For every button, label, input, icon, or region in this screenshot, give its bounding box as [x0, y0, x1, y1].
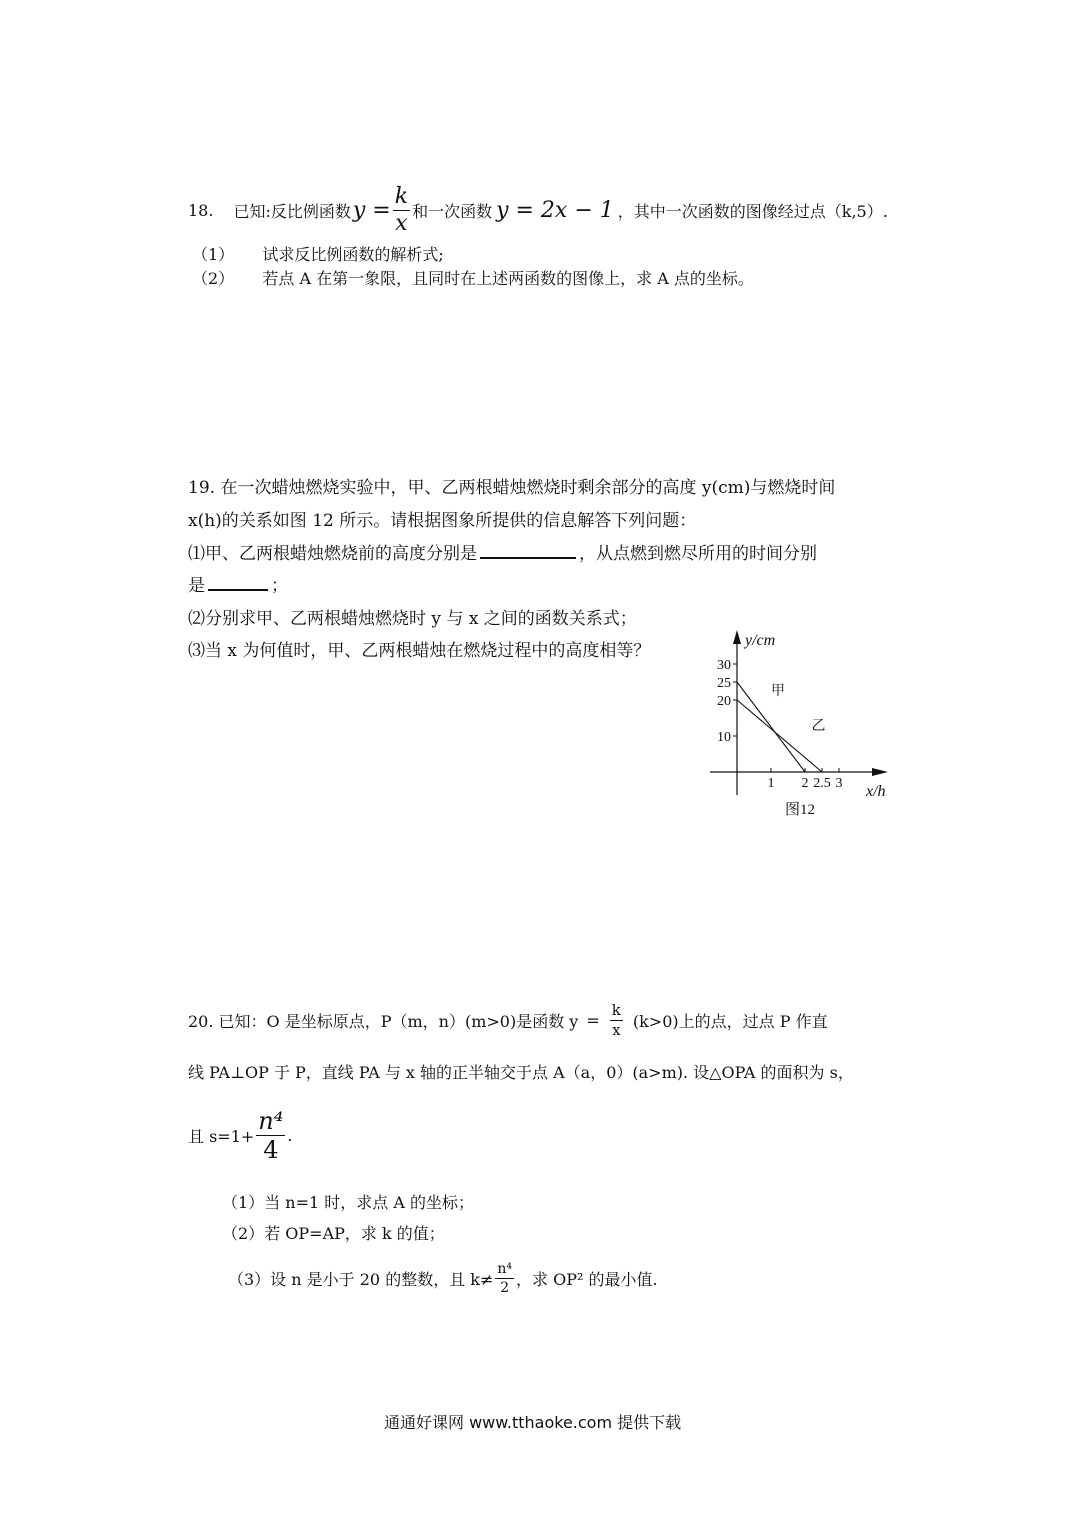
y-tick-label: 10 — [717, 730, 731, 745]
q20-part-3-a: （3）设 n 是小于 20 的整数，且 k≠ — [228, 1269, 494, 1289]
q20-line-2: 线 PA⊥OP 于 P，直线 PA 与 x 轴的正半轴交于点 A（a，0）(a>m). 设△OPA 的面积为 s， — [188, 1063, 854, 1082]
q20-line-1-a: 20. 已知：O 是坐标原点，P（m，n）(m>0)是函数 y — [188, 1011, 579, 1031]
q18-part-2-num: （2） — [192, 269, 235, 288]
q19-blank-times — [208, 575, 268, 591]
q18-fraction — [393, 183, 410, 236]
q18-frac-num: k — [394, 183, 409, 209]
q19-part-1-b: ，从点燃到燃尽所用的时间分别 — [579, 544, 817, 564]
q19-part-2: ⑵分别求甲、乙两根蜡烛燃烧时 y 与 x 之间的函数关系式； — [188, 609, 637, 629]
q18-part-1-text: 试求反比例函数的解析式; — [262, 245, 444, 264]
q20-line-3-den: 4 — [263, 1135, 279, 1164]
figure-12-chart — [700, 620, 900, 820]
y-tick-label: 30 — [717, 658, 731, 673]
q18-tail: ，其中一次函数的图像经过点（k,5）. — [617, 201, 888, 221]
q19-line-1: 19. 在一次蜡烛燃烧实验中，甲、乙两根蜡烛燃烧时剩余部分的高度 y(cm)与燃烧时间 — [188, 478, 836, 498]
q18-intro: 已知:反比例函数 — [233, 201, 351, 221]
q20-part-3-num: n⁴ — [497, 1260, 513, 1277]
x-tick-label: 2.5 — [813, 776, 831, 791]
x-tick-label: 1 — [767, 776, 775, 791]
q18-y-eq: y = — [352, 197, 391, 223]
q20-part-1-text: 当 n=1 时，求点 A 的坐标； — [264, 1193, 474, 1212]
q18-part-1 — [192, 242, 444, 265]
q20-k-over-x — [610, 1000, 623, 1039]
q18-mid: 和一次函数 — [412, 201, 493, 221]
q18-part-2 — [192, 266, 754, 289]
x-tick-label: 2 — [801, 776, 809, 791]
q20-line-1-b: (k>0)上的点，过点 P 作直 — [632, 1011, 828, 1031]
q20-part-3-b: ，求 OP² 的最小值. — [516, 1269, 658, 1289]
q19-part-3: ⑶当 x 为何值时，甲、乙两根蜡烛在燃烧过程中的高度相等？ — [188, 641, 651, 661]
q20-part-2-num: （2） — [222, 1224, 265, 1243]
page-footer: 通通好课网 www.tthaoke.com 提供下载 — [384, 1413, 682, 1432]
q18-number: 18. — [188, 200, 214, 220]
q20-part-1 — [222, 1190, 474, 1213]
q19-part-1-d: ； — [271, 576, 288, 596]
q20-line-3 — [188, 1106, 292, 1164]
q19-part-1-cont — [188, 571, 288, 596]
x-tick-label: 3 — [835, 776, 843, 791]
series-line-2 — [737, 700, 822, 772]
q18-stem — [188, 182, 888, 238]
q18-part-2-text: 若点 A 在第一象限，且同时在上述两函数的图像上，求 A 点的坐标。 — [262, 269, 754, 288]
series-label-2: 乙 — [811, 719, 826, 734]
q20-part-1-num: （1） — [222, 1193, 265, 1212]
q18-linear: y = 2x − 1 — [496, 197, 614, 223]
q20-part-2 — [222, 1221, 445, 1244]
q20-line-3-num: n⁴ — [258, 1106, 284, 1135]
y-tick-label: 20 — [717, 694, 731, 709]
q19-part-1-a: ⑴甲、乙两根蜡烛燃烧前的高度分别是 — [188, 544, 477, 564]
q18-frac-den: x — [395, 210, 408, 236]
figure-caption: 图12 — [784, 802, 816, 818]
q20-eq-sign: = — [586, 1010, 600, 1030]
q20-line-3-b: . — [287, 1125, 293, 1145]
q20-s-fraction — [256, 1106, 285, 1164]
x-axis-label: x/h — [866, 783, 886, 800]
q19-part-1-c: 是 — [188, 576, 205, 596]
y-axis-label: y/cm — [745, 632, 776, 649]
q19-line-2: x(h)的关系如图 12 所示。请根据图象所提供的信息解答下列问题： — [188, 511, 697, 531]
q19-blank-heights — [480, 543, 576, 559]
q20-part-2-text: 若 OP=AP，求 k 的值； — [264, 1224, 445, 1243]
q20-k-fraction — [495, 1262, 514, 1295]
q18-part-1-num: （1） — [192, 245, 235, 264]
q20-part-3 — [228, 1258, 658, 1298]
q20-frac-num: k — [611, 1000, 621, 1019]
q19-part-1 — [188, 539, 817, 564]
y-axis-arrow — [733, 630, 741, 644]
x-axis-arrow — [872, 768, 888, 776]
q20-frac-den: x — [612, 1020, 621, 1039]
q20-part-3-den: 2 — [500, 1279, 510, 1296]
y-tick-label: 25 — [717, 676, 731, 691]
q20-line-3-a: 且 s=1+ — [188, 1126, 255, 1146]
q20-line-1 — [188, 1000, 828, 1040]
series-label-1: 甲 — [771, 684, 785, 699]
